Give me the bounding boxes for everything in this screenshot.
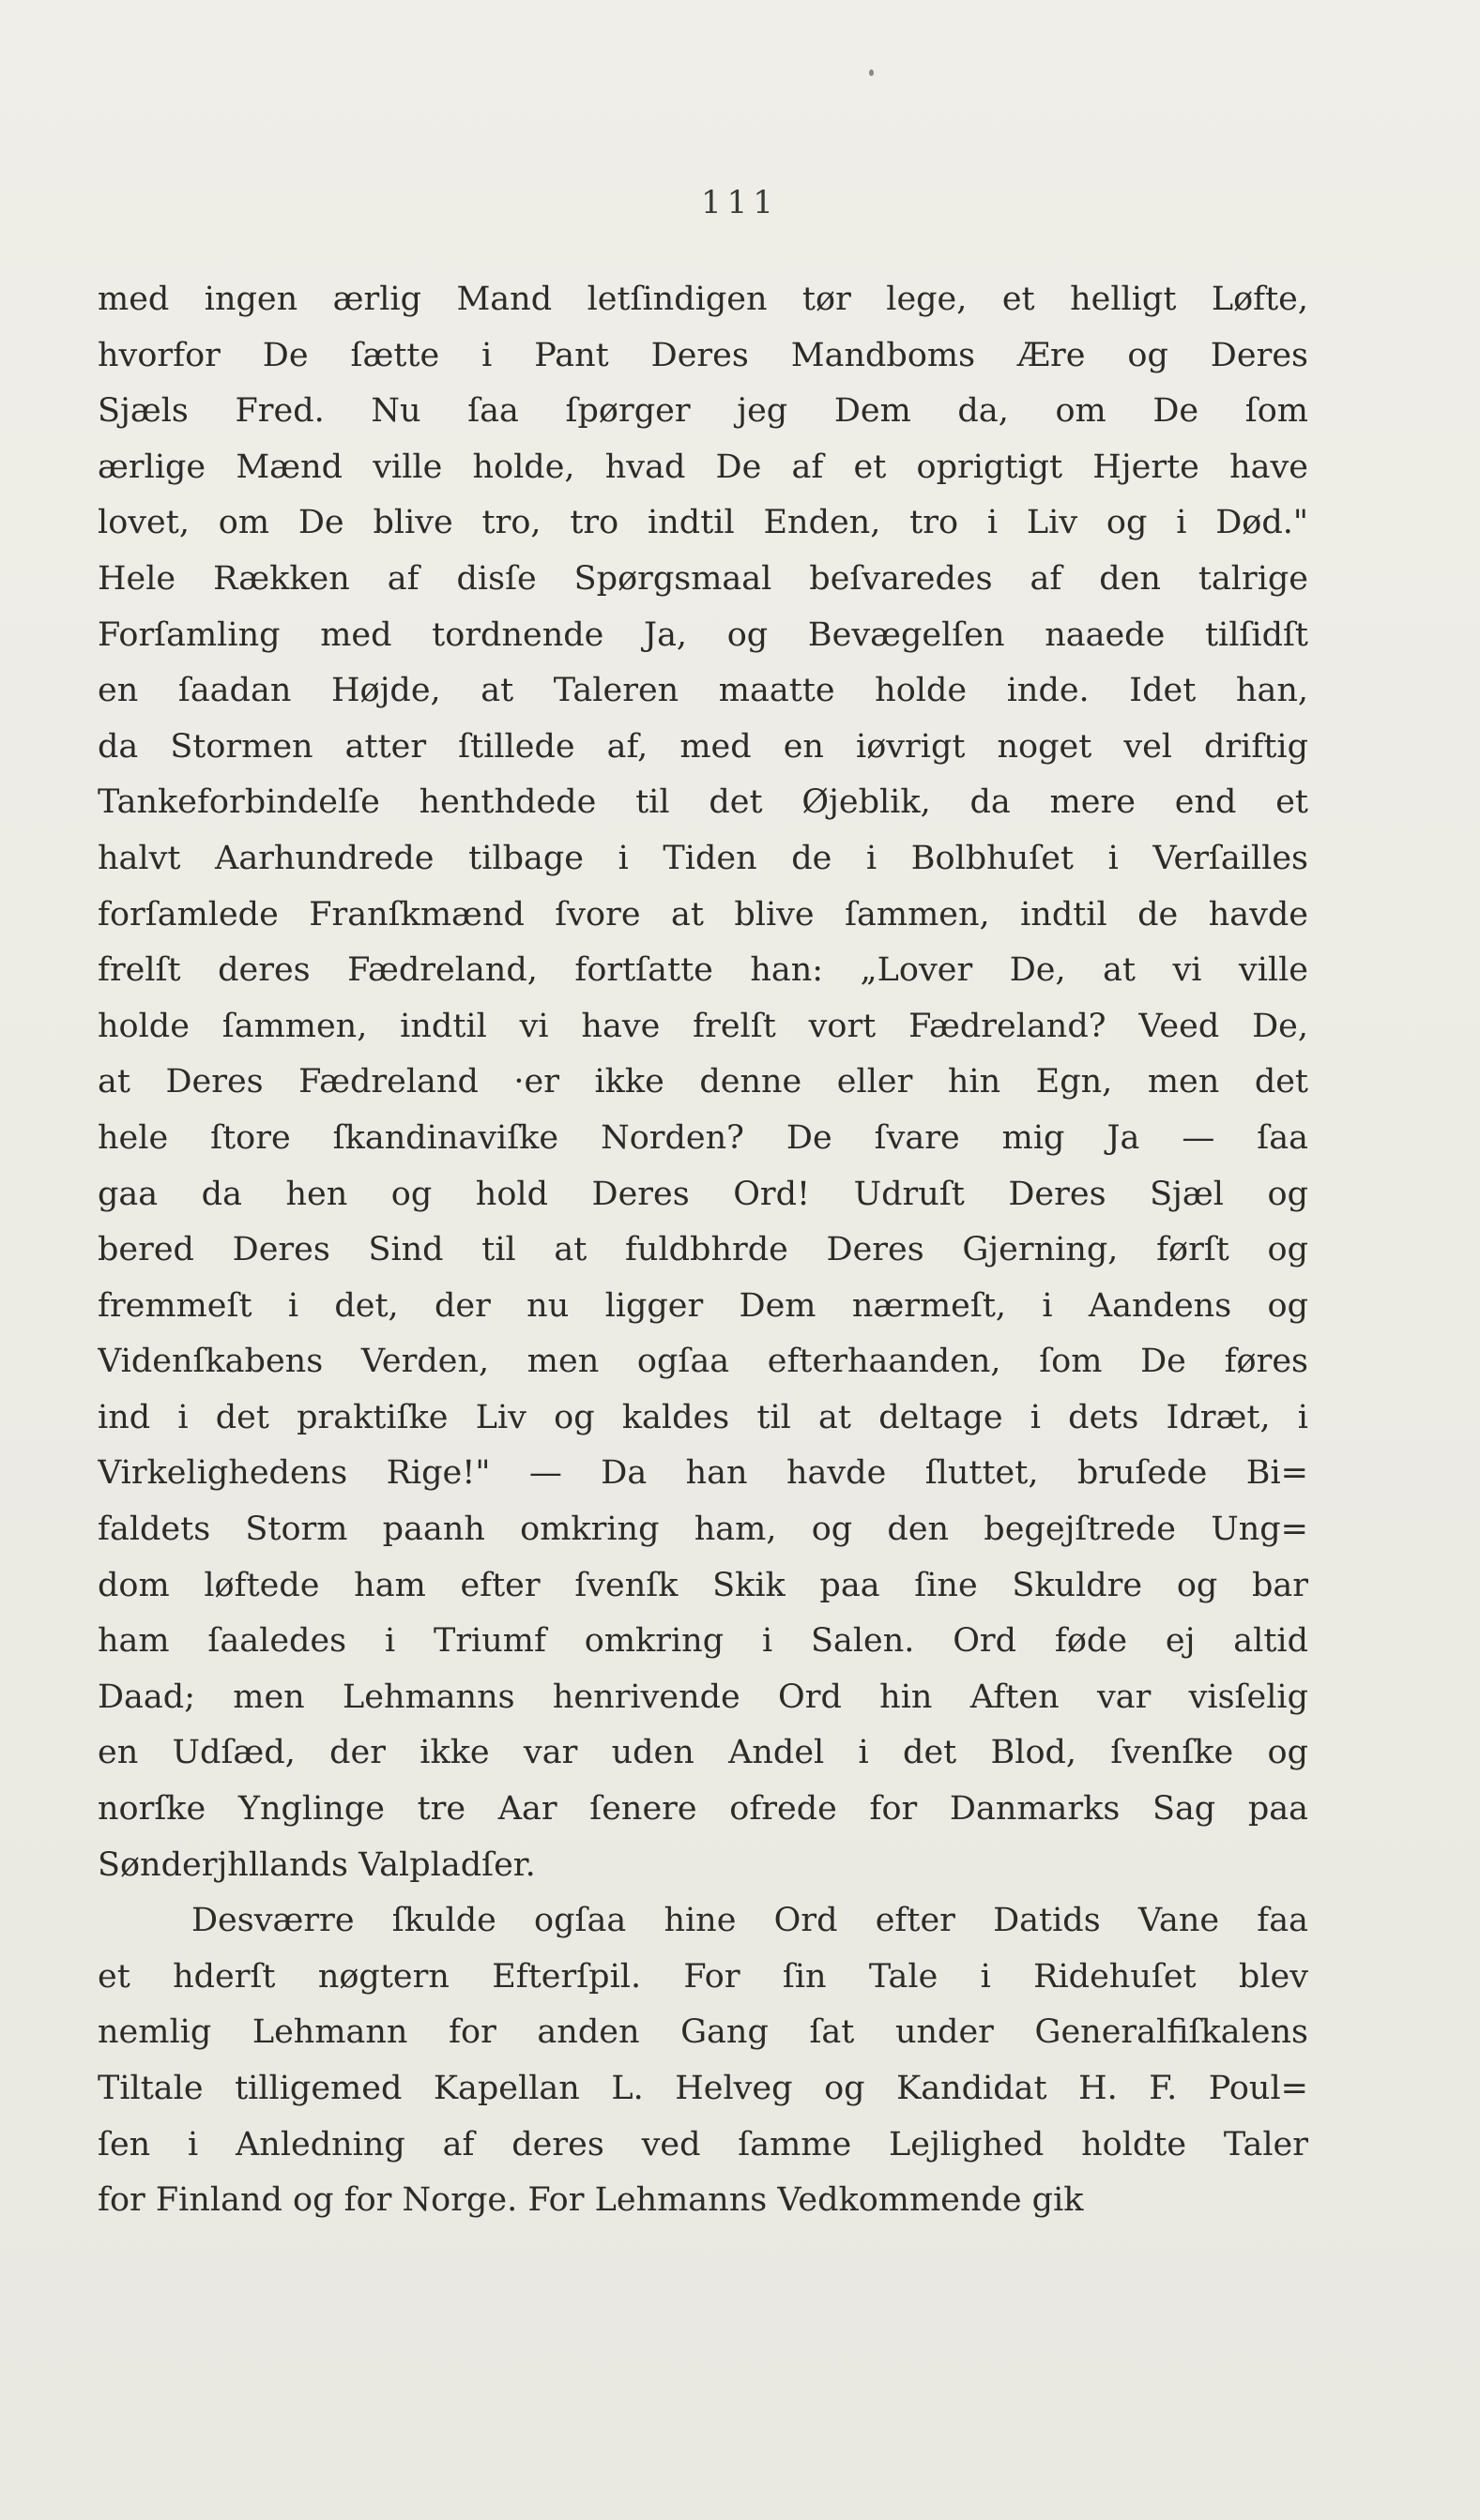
text-line: Videnſkabens Verden, men ogſaa efterhaanden, ſom De føres bbox=[98, 1343, 1308, 1381]
text-line: Desværre ſkulde ogſaa hine Ord efter Datids Vane faa bbox=[191, 1902, 1308, 1940]
text-line: Hele Rækken af disſe Spørgsmaal beſvaredes af den talrige bbox=[98, 559, 1308, 598]
text-line: Tankeforbindelſe henthdede til det Øjeblik, da mere end et bbox=[98, 783, 1308, 822]
text-line: faldets Storm paanh omkring ham, og den begejſtrede Ung= bbox=[98, 1510, 1308, 1549]
text-line: bered Deres Sind til at fuldbhrde Deres Gjerning, førſt og bbox=[98, 1231, 1308, 1269]
text-line: halvt Aarhundrede tilbage i Tiden de i Bolbhuſet i Verſailles bbox=[98, 839, 1308, 877]
text-line: Sønderjhllands Valpladſer. bbox=[98, 1845, 536, 1884]
text-line: Virkelighedens Rige!" — Da han havde ſluttet, bruſede Bi= bbox=[98, 1454, 1308, 1493]
text-line: dom løftede ham efter ſvenſk Skik paa ſine Skuldre og bar bbox=[98, 1566, 1308, 1604]
text-line: lovet, om De blive tro, tro indtil Enden, tro i Liv og i Død." bbox=[98, 504, 1308, 542]
text-line: ſen i Anledning af deres ved ſamme Lejlighed holdte Taler bbox=[98, 2125, 1308, 2163]
text-line: med ingen ærlig Mand letſindigen tør lege, et helligt Løfte, bbox=[98, 281, 1308, 318]
text-line: forſamlede Franſkmænd ſvore at blive ſammen, indtil de havde bbox=[98, 895, 1308, 934]
text-line: norſke Ynglinge tre Aar ſenere ofrede for Danmarks Sag paa bbox=[98, 1790, 1308, 1829]
text-line: ærlige Mænd ville holde, hvad De af et oprigtigt Hjerte have bbox=[98, 448, 1308, 486]
paragraph-1 bbox=[98, 272, 1308, 1893]
body-text bbox=[98, 272, 1308, 2229]
text-line: fremmeſt i det, der nu ligger Dem nærmeſt, i Aandens og bbox=[98, 1286, 1308, 1325]
text-line: gaa da hen og hold Deres Ord! Udruſt Deres Sjæl og bbox=[98, 1175, 1308, 1213]
text-line: at Deres Fædreland ·er ikke denne eller hin Egn, men det bbox=[98, 1063, 1308, 1101]
text-line: Sjæls Fred. Nu ſaa ſpørger jeg Dem da, om De ſom bbox=[98, 392, 1308, 431]
text-line: en Udſæd, der ikke var uden Andel i det Blod, ſvenſke og bbox=[98, 1734, 1308, 1772]
text-line: for Finland og for Norge. For Lehmanns Vedkommende gik bbox=[98, 2181, 1084, 2220]
text-line: ind i det praktiſke Liv og kaldes til at deltage i dets Idræt, i bbox=[98, 1398, 1308, 1436]
text-line: frelſt deres Fædreland, fortſatte han: „Lover De, at vi ville bbox=[98, 951, 1308, 990]
text-line: ham ſaaledes i Triumf omkring i Salen. Ord føde ej altid bbox=[98, 1622, 1308, 1661]
page-number: 111 bbox=[701, 184, 779, 221]
text-line: Forſamling med tordnende Ja, og Bevægelſen naaede tilſidſt bbox=[98, 615, 1308, 654]
text-line: nemlig Lehmann for anden Gang ſat under Generalfiſkalens bbox=[98, 2013, 1308, 2052]
text-line: et hderſt nøgtern Efterſpil. For ſin Tale i Ridehuſet blev bbox=[98, 1957, 1308, 1996]
text-line: hele ſtore ſkandinaviſke Norden? De ſvare mig Ja — ſaa bbox=[98, 1118, 1308, 1157]
text-line: en ſaadan Højde, at Taleren maatte holde inde. Idet han, bbox=[98, 672, 1308, 710]
text-line: holde ſammen, indtil vi have frelſt vort Fædreland? Veed De, bbox=[98, 1007, 1308, 1045]
text-line: Tiltale tilligemed Kapellan L. Helveg og Kandidat H. F. Poul= bbox=[98, 2070, 1308, 2107]
text-line: da Stormen atter ſtilledе af, med en iøvrigt noget vel driftig bbox=[98, 727, 1308, 766]
paragraph-2 bbox=[98, 1893, 1308, 2229]
text-line: hvorfor De ſætte i Pant Deres Mandboms Ære og Deres bbox=[98, 336, 1308, 374]
text-line: Daad; men Lehmanns henrivende Ord hin Aften var visſelig bbox=[98, 1677, 1308, 1716]
ink-speck bbox=[869, 69, 874, 76]
